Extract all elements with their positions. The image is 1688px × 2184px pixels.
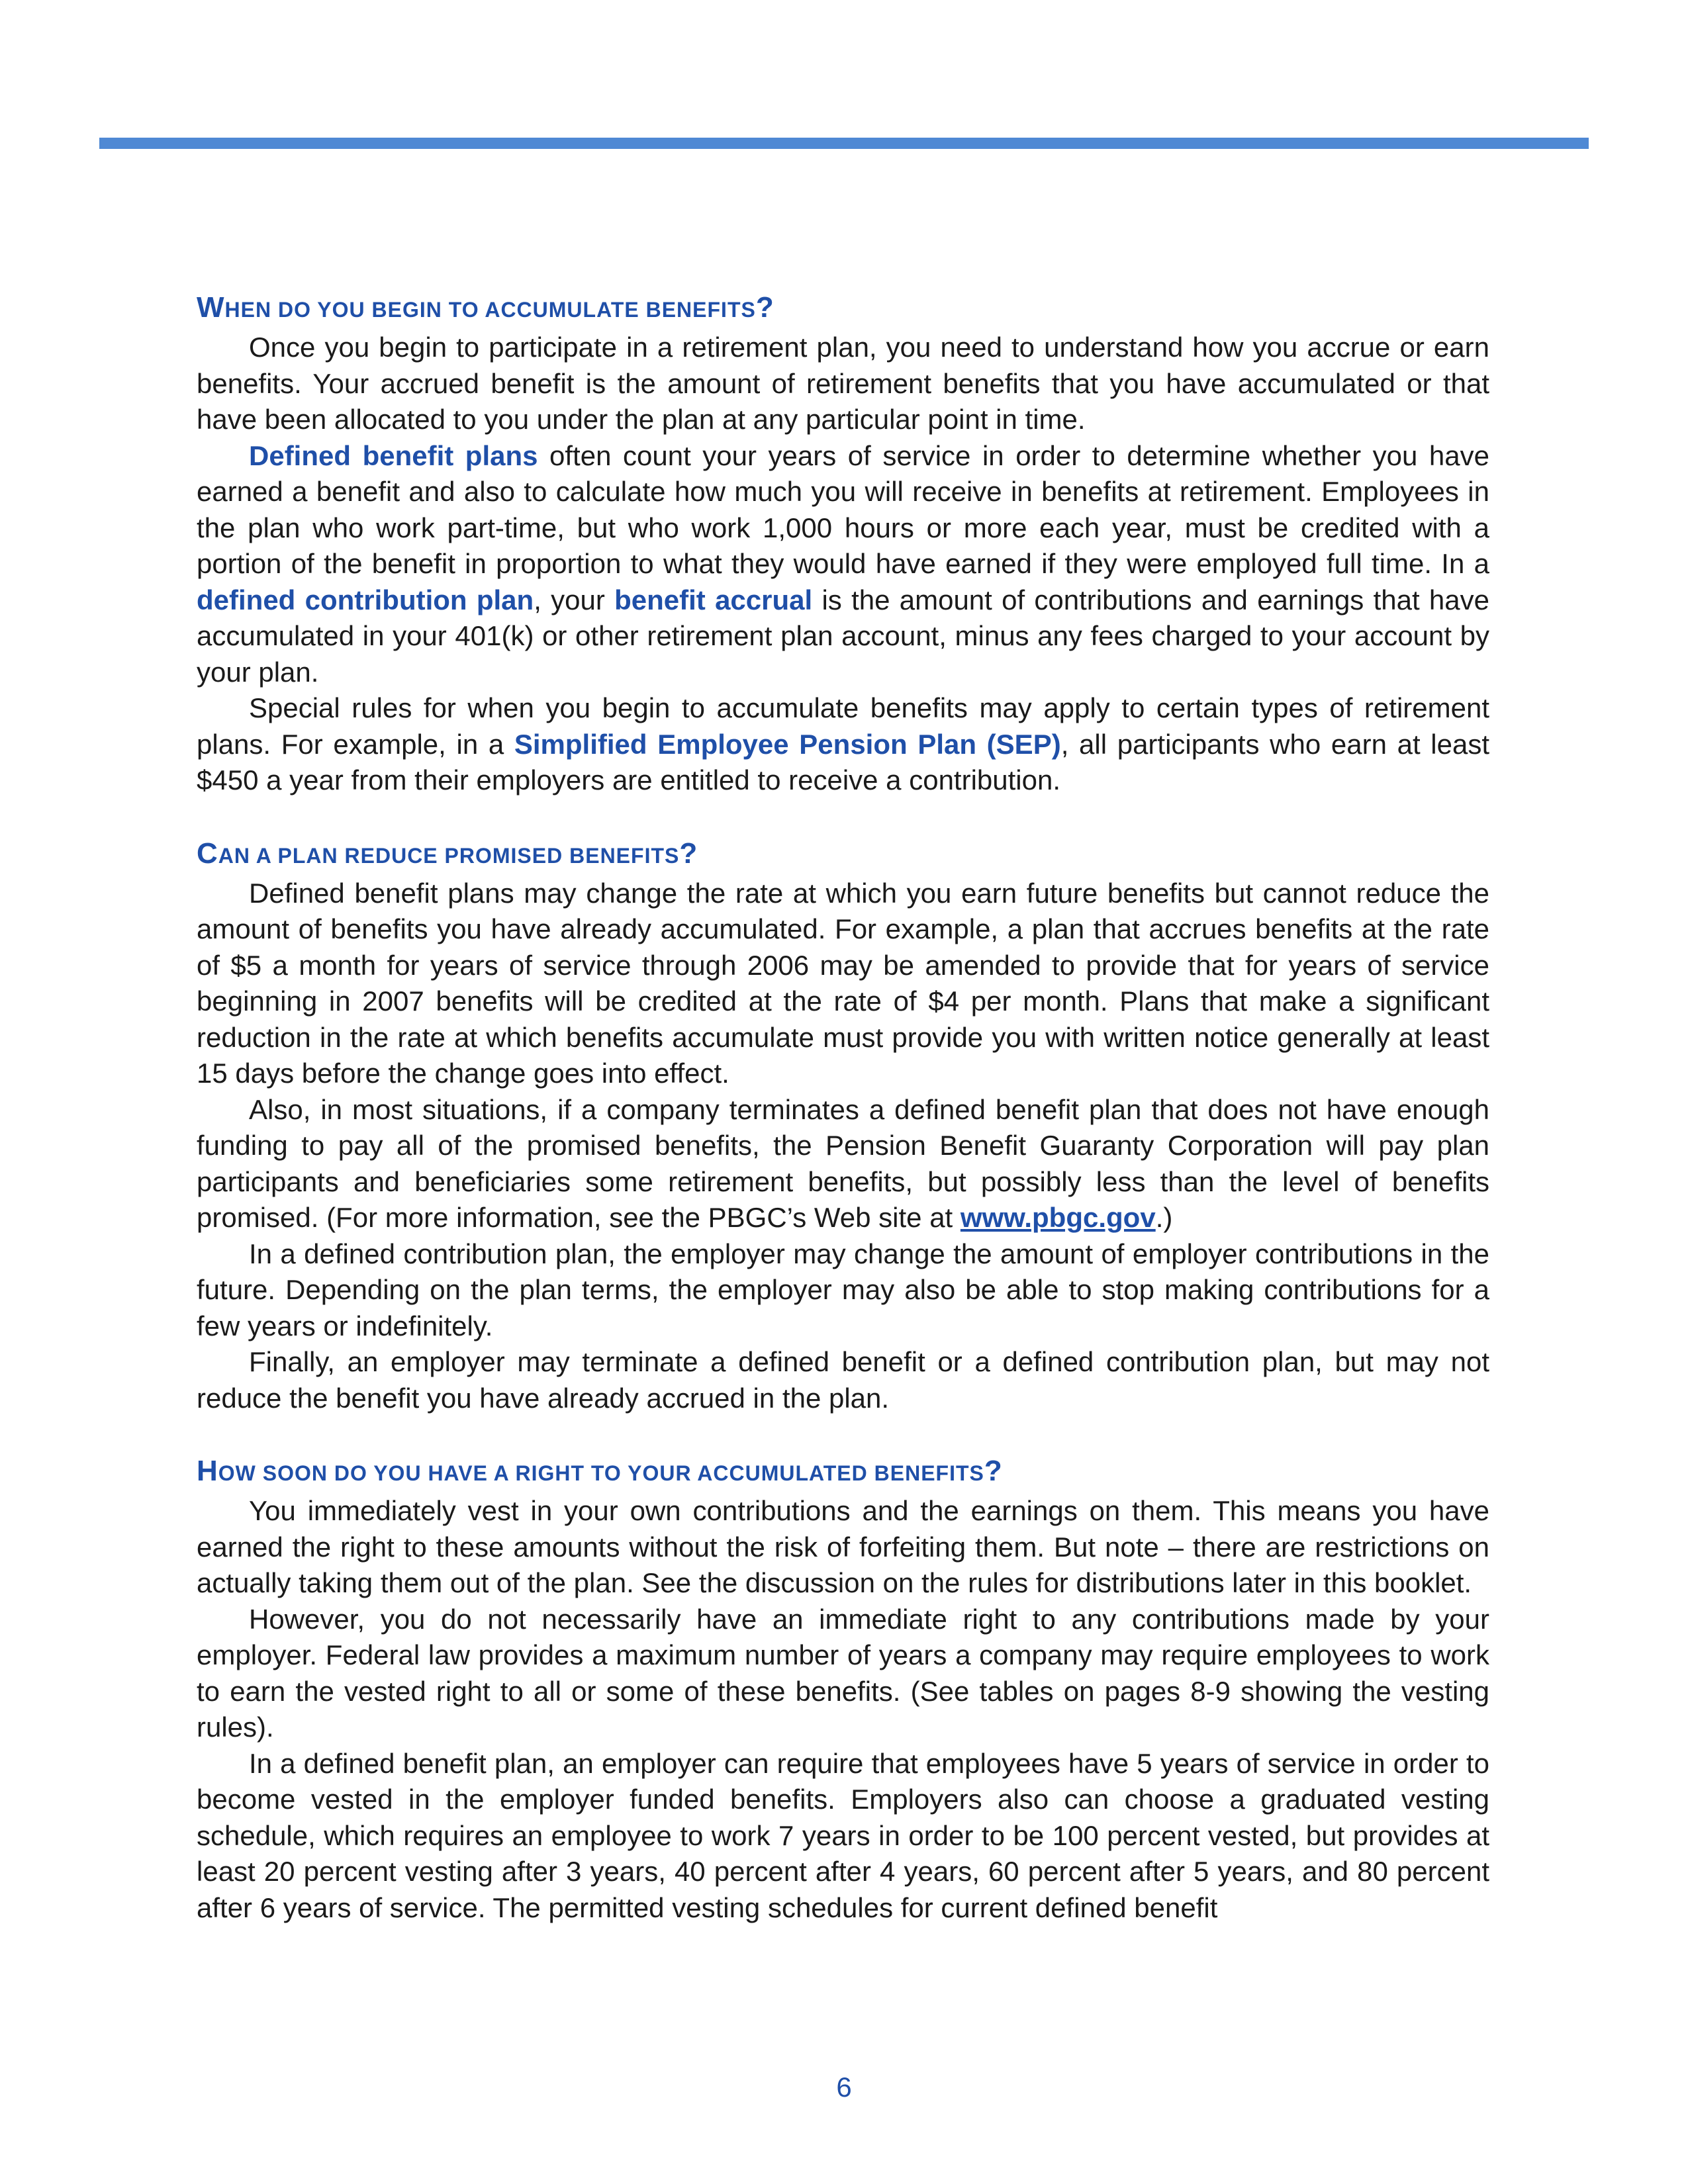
paragraph: Once you begin to participate in a retirement plan, you need to understand how you accrue or earn benefits. Your accrued benefit is the amount of retirement benefits that you have accumulated or that have been allocated to you under the plan at any particular point in time. xyxy=(197,332,1489,435)
section-heading-reduce-benefits: CAN A PLAN REDUCE PROMISED BENEFITS? xyxy=(197,837,698,870)
page-body xyxy=(197,291,1489,1926)
paragraph: Defined benefit plans may change the rate at which you earn future benefits but cannot reduce the amount of benefits you have already accumulated. For example, a plan that accrues benefits at the rate of $5 a month for years of service through 2006 may be amended to provide that for years of service beginning in 2007 benefits will be credited at the rate of $4 per month. Plans that make a significant reduction in the rate at which benefits accumulate must provide you with written notice generally at least 15 days before the change goes into effect. xyxy=(197,877,1489,1089)
section-heading-accumulate: WHEN DO YOU BEGIN TO ACCUMULATE BENEFITS? xyxy=(197,291,774,324)
paragraph: Finally, an employer may terminate a defined benefit or a defined contribution plan, but may not reduce the benefit you have already accrued in the plan. xyxy=(197,1346,1489,1414)
term-benefit-accrual: benefit accrual xyxy=(614,584,813,615)
paragraph: In a defined contribution plan, the employer may change the amount of employer contributions in the future. Depending on the plan terms, the employer may also be able to stop making contributions for a few years or indefinitely. xyxy=(197,1238,1489,1342)
paragraph: Special rules for when you begin to accumulate benefits may apply to certain types of retirement plans. For example, in a Simplified Employee Pension Plan (SEP), all participants who earn at least $450 a year from their employers are entitled to receive a contribution. xyxy=(197,692,1490,796)
term-defined-contribution-plan: defined contribution plan xyxy=(197,584,534,615)
top-divider-bar xyxy=(99,138,1589,149)
paragraph: You immediately vest in your own contributions and the earnings on them. This means you have earned the right to these amounts without the risk of forfeiting them. But note – there are restrictions on actually taking them out of the plan. See the discussion on the rules for distributions later in this booklet. xyxy=(197,1495,1489,1598)
pbgc-link[interactable]: www.pbgc.gov xyxy=(960,1202,1156,1233)
paragraph: However, you do not necessarily have an immediate right to any contributions made by your employer. Federal law provides a maximum number of years a company may require employees to work to earn the vested right to all or some of these benefits. (See tables on pages 8-9 showing the vesting rules). xyxy=(197,1603,1489,1743)
section-heading-vesting-right: HOW SOON DO YOU HAVE A RIGHT TO YOUR ACCUMULATED BENEFITS? xyxy=(197,1455,1003,1487)
term-sep: Simplified Employee Pension Plan (SEP) xyxy=(514,728,1061,760)
page-number: 6 xyxy=(836,2071,852,2103)
paragraph: Defined benefit plans often count your years of service in order to determine whether you have earned a benefit and also to calculate how much you will receive in benefits at retirement. Employees in the plan who work part-time, but who work 1,000 hours or more each year, must be credited with a portion of the benefit in proportion to what they would have earned if they were employed full time. In a defined contribution plan, your benefit accrual is the amount of contributions and earnings that have accumulated in your 401(k) or other retirement plan account, minus any fees charged to your account by your plan. xyxy=(197,439,1490,688)
paragraph: In a defined benefit plan, an employer can require that employees have 5 years of service in order to become vested in the employer funded benefits. Employers also can choose a graduated vesting schedule, which requires an employee to work 7 years in order to be 100 percent vested, but provides at least 20 percent vesting after 3 years, 40 percent after 4 years, 60 percent after 5 years, and 80 percent after 6 years of service. The permitted vesting schedules for current defined benefit xyxy=(197,1747,1489,1923)
term-defined-benefit-plans: Defined benefit plans xyxy=(249,439,538,471)
paragraph: Also, in most situations, if a company terminates a defined benefit plan that does not have enough funding to pay all of the promised benefits, the Pension Benefit Guaranty Corporation will pay plan participants and beneficiaries some retirement benefits, but possibly less than the level of benefits promised. (For more information, see the PBGC’s Web site at www.pbgc.gov.) xyxy=(197,1093,1489,1233)
